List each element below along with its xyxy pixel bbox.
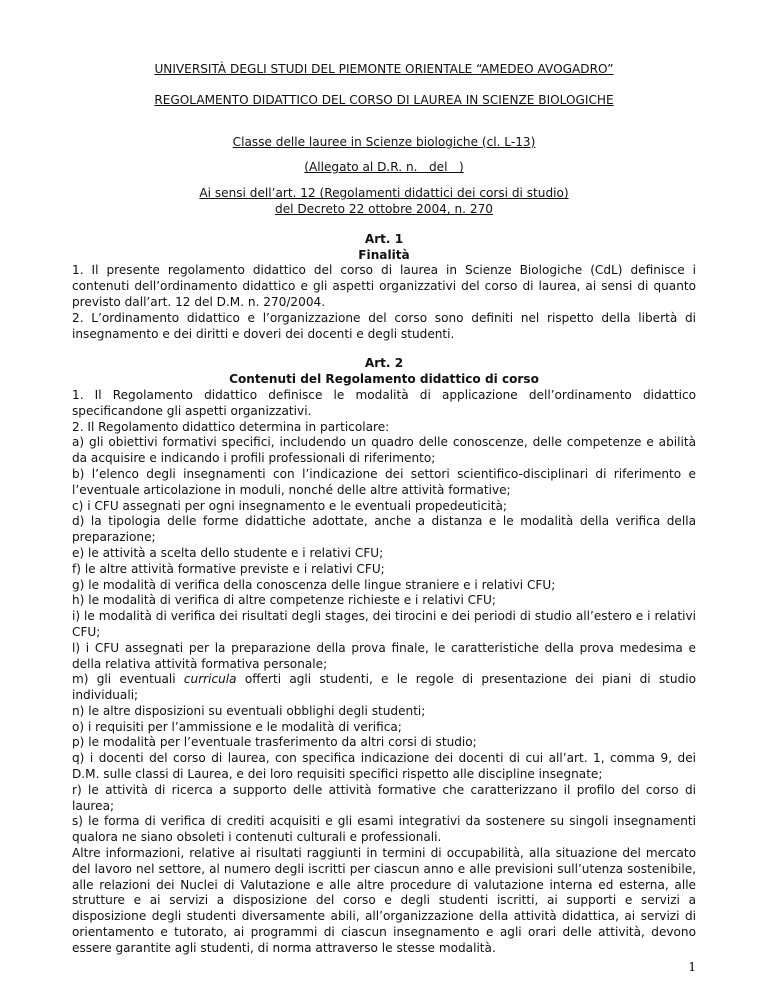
list-item-g: g) le modalità di verifica della conoscenza delle lingue straniere e i relativi CFU;	[72, 577, 556, 592]
list-item-l: l) i CFU assegnati per la preparazione della prova finale, le caratteristiche della prova medesima e della relativa attività formativa personale;	[72, 640, 696, 671]
art2-closing-paragraph: Altre informazioni, relative ai risultati raggiunti in termini di occupabilità, alla situazione del mercato del lavoro nel settore, al numero degli iscritti per ciascun anno e alle previsioni sull’utenza sostenibile, alle relazioni dei Nuclei di Valutazione e alle altre procedure di valutazione interna ed esterna, alle strutture e ai servizi a disposizione del corso e degli studenti iscritti, ai supporti e servizi a disposizione degli studenti diversamente abili, all’organizzazione della attività didattica, ai servizi di orientamento e tutorato, ai programmi di ciascun insegnamento e agli orari delle attività, devono essere garantite agli studenti, di norma attraverso le stesse modalità.	[72, 846, 696, 955]
art1-paragraph-1: 1. Il presente regolamento didattico del corso di laurea in Scienze Biologiche (CdL) definisce i contenuti dell’ordinamento didattico e gli aspetti organizzativi del corso di laurea, ai sensi di quanto previsto dall’art. 12 del D.M. n. 270/2004.	[72, 263, 696, 309]
list-item-a: a) gli obiettivi formativi specifici, includendo un quadro delle conoscenze, delle competenze e abilità da acquisire e indicando i profili professionali di riferimento;	[72, 435, 696, 466]
class-heading: Classe delle lauree in Scienze biologiche (cl. L-13)	[232, 134, 536, 149]
list-item-i: i) le modalità di verifica dei risultati degli stages, dei tirocini e dei periodi di studio all’estero e i relativi CFU;	[72, 609, 696, 639]
curricula-term: curricula	[183, 672, 237, 687]
annex-heading: (Allegato al D.R. n. del )	[304, 160, 464, 175]
list-item-h: h) le modalità di verifica di altre competenze richieste e i relativi CFU;	[72, 593, 496, 608]
university-heading: UNIVERSITÀ DEGLI STUDI DEL PIEMONTE ORIENTALE “AMEDEO AVOGADRO”	[154, 62, 614, 76]
list-item-n: n) le altre disposizioni su eventuali obblighi degli studenti;	[72, 703, 426, 718]
art2-number: Art. 2	[364, 356, 404, 371]
legal-reference-line-2: del Decreto 22 ottobre 2004, n. 270	[275, 201, 493, 216]
list-item-m-rest: offerti agli studenti, e le regole di presentazione dei piani di studio individuali;	[72, 672, 697, 703]
list-item-q: q) i docenti del corso di laurea, con specifica indicazione dei docenti di cui all’art. 1, comma 9, dei D.M. sulle classi di Laurea, e dei loro requisiti specifici rispetto alle discipline insegnate;	[72, 751, 696, 782]
page-number: 1	[688, 960, 696, 974]
list-item-r: r) le attività di ricerca a supporto delle attività formative che caratterizzano il profilo del corso di laurea;	[72, 782, 696, 813]
list-item-p: p) le modalità per l’eventuale trasferimento da altri corsi di studio;	[72, 735, 477, 750]
list-item-o: o) i requisiti per l’ammissione e le modalità di verifica;	[72, 719, 402, 734]
list-item-s: s) le forma di verifica di crediti acquisiti e gli esami integrativi da sostenere su singoli insegnamenti qualora ne siano obsoleti i contenuti culturali e professionali.	[72, 814, 696, 845]
art2-paragraph-1: 1. Il Regolamento didattico definisce le modalità di applicazione dell’ordinamento didattico specificandone gli aspetti organizzativi.	[72, 387, 696, 418]
regulation-heading: REGOLAMENTO DIDATTICO DEL CORSO DI LAUREA IN SCIENZE BIOLOGICHE	[154, 92, 614, 107]
art2-title: Contenuti del Regolamento didattico di corso	[229, 372, 539, 387]
art1-paragraph-2: 2. L’ordinamento didattico e l’organizzazione del corso sono definiti nel rispetto della libertà di insegnamento e dei diritti e doveri dei docenti e degli studenti.	[72, 310, 696, 341]
list-item-f: f) le altre attività formative previste e i relativi CFU;	[72, 561, 385, 576]
list-item-m	[72, 672, 696, 704]
list-item-c: c) i CFU assegnati per ogni insegnamento e le eventuali propedeuticità;	[72, 498, 507, 513]
list-item-m-lead: m) gli eventuali	[72, 672, 184, 687]
art1-number: Art. 1	[364, 231, 404, 246]
list-item-b: b) l’elenco degli insegnamenti con l’indicazione dei settori scientifico-disciplinari di riferimento e l’eventuale articolazione in moduli, nonché delle altre attività formative;	[72, 466, 696, 497]
list-item-d: d) la tipologia delle forme didattiche adottate, anche a distanza e le modalità della verifica della preparazione;	[72, 514, 696, 545]
list-item-e: e) le attività a scelta dello studente e i relativi CFU;	[72, 545, 384, 560]
art2-paragraph-2: 2. Il Regolamento didattico determina in particolare:	[72, 419, 390, 434]
legal-reference-line-1: Ai sensi dell’art. 12 (Regolamenti didattici dei corsi di studio)	[199, 186, 569, 201]
art1-title: Finalità	[358, 247, 410, 262]
